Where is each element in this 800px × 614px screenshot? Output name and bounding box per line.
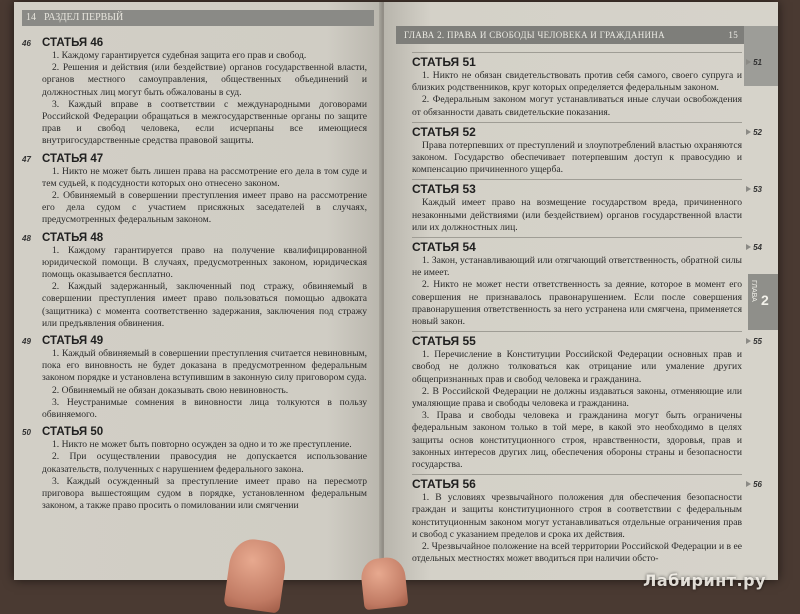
section-title: РАЗДЕЛ ПЕРВЫЙ: [44, 12, 124, 23]
margin-note: 46: [22, 39, 31, 48]
article-paragraph: 2. Каждый задержанный, заключенный под стражу, обвиняемый в совершении преступления имеет право пользоваться помощью адвоката (защитника) с момента соответственно задержания, заключения под стражу или предъявления обвинения.: [42, 281, 367, 329]
article-title-text: СТАТЬЯ 56: [412, 477, 476, 492]
arrow-icon: [746, 481, 751, 487]
article-title: [412, 179, 762, 197]
margin-note-number: 52: [753, 127, 762, 137]
margin-note: [746, 55, 762, 71]
article-paragraph: 1. Каждый обвиняемый в совершении преступления считается невиновным, пока его виновность не будет доказана в предусмотренном федеральным законом порядке и установлена вступившим в законную силу приговором суда.: [42, 348, 367, 384]
margin-note-number: 51: [753, 58, 762, 67]
arrow-icon: [746, 338, 751, 344]
left-text-column: [22, 36, 367, 517]
article-title: [22, 334, 367, 348]
article-paragraph: Каждый имеет право на возмещение государством вреда, причиненного незаконными действиями (или бездействием) органов государственной власти или их должностных лиц.: [412, 197, 742, 233]
arrow-icon: [746, 59, 751, 65]
article-title-text: СТАТЬЯ 52: [412, 124, 476, 139]
article-paragraph: 3. Каждый вправе в соответствии с международными договорами Российской Федерации обращаться в межгосударственные органы по защите прав и свобод человека, если исчерпаны все имеющиеся внутригосударственные средства правовой защиты.: [42, 98, 367, 147]
thumb-right: [360, 556, 409, 610]
article-title: [412, 474, 762, 492]
margin-note: 48: [22, 233, 31, 243]
article-paragraph: 3. Права и свободы человека и гражданина могут быть ограничены федеральным законом только в той мере, в какой это необходимо в целях защиты основ конституционного строя, нравственности, здоровья, прав и законных интересов других лиц, обеспечения обороны страны и безопасности государства.: [412, 410, 742, 471]
article-title: [22, 425, 367, 439]
margin-note-number: 54: [753, 243, 762, 253]
article-title: [22, 36, 367, 50]
article: [22, 231, 367, 330]
article-paragraph: 1. Перечисление в Конституции Российской Федерации основных прав и свобод не должно толковаться как отрицание или умаление других общепризнанных прав и свобод человека и гражданина.: [412, 349, 742, 385]
article: [412, 474, 762, 565]
watermark: Лабиринт.ру: [643, 571, 766, 590]
article-paragraph: Права потерпевших от преступлений и злоупотреблений властью охраняются законом. Государство обеспечивает потерпевшим доступ к правосудию и компенсацию причиненного ущерба.: [412, 139, 742, 176]
article-title: [22, 152, 367, 166]
article: [412, 122, 762, 177]
margin-note: [746, 240, 762, 256]
article-title: [22, 231, 367, 245]
chapter-title: ГЛАВА 2. ПРАВА И СВОБОДЫ ЧЕЛОВЕКА И ГРАЖДАНИНА: [404, 30, 665, 40]
left-page-header: [22, 10, 374, 26]
article: [412, 52, 762, 119]
margin-note: [746, 477, 762, 493]
article-title-text: СТАТЬЯ 46: [42, 37, 104, 49]
article-paragraph: 3. Каждый осужденный за преступление имеет право на пересмотр приговора вышестоящим судом в порядке, установленном федеральным законом, а также право просить о помиловании или смягчении: [42, 475, 367, 512]
article-title-text: СТАТЬЯ 54: [412, 240, 476, 255]
margin-note-number: 56: [753, 480, 762, 490]
right-page: [384, 2, 778, 580]
margin-note: [746, 182, 762, 198]
arrow-icon: [746, 186, 751, 192]
margin-note-number: 55: [753, 337, 762, 347]
article-paragraph: 1. Никто не может быть лишен права на рассмотрение его дела в том суде и тем судьей, к подсудности которых оно отнесено законом.: [42, 165, 367, 189]
margin-note: 50: [22, 428, 31, 438]
article-paragraph: 1. Каждому гарантируется право на получение квалифицированной юридической помощи. В случаях, предусмотренных законом, юридическая помощь оказывается бесплатно.: [42, 244, 367, 281]
article: [22, 334, 367, 421]
article-paragraph: 2. Чрезвычайное положение на всей территории Российской Федерации и в ее отдельных местностях может вводиться при наличии обсто-: [412, 541, 742, 565]
article-title: [412, 122, 762, 140]
article: [22, 152, 367, 227]
margin-note: [746, 334, 762, 350]
article: [412, 179, 762, 234]
chapter-tab-number: 2: [761, 292, 769, 308]
arrow-icon: [746, 244, 751, 250]
article-paragraph: 1. Каждому гарантируется судебная защита его прав и свобод.: [52, 50, 307, 61]
article-title-text: СТАТЬЯ 51: [412, 55, 476, 69]
margin-note: [746, 125, 762, 141]
article-paragraph: 2. Обвиняемый не обязан доказывать свою невиновность.: [52, 384, 289, 396]
chapter-tab-label: ГЛАВА: [750, 280, 757, 302]
article-paragraph: 1. Закон, устанавливающий или отягчающий ответственность, обратной силы не имеет.: [412, 255, 742, 279]
article-paragraph: 1. Никто не обязан свидетельствовать против себя самого, своего супруга и близких родственников, круг которых определяется федеральным законом.: [412, 70, 742, 94]
article-title-text: СТАТЬЯ 53: [412, 182, 476, 197]
article-title: [412, 237, 762, 255]
open-book: [14, 2, 778, 580]
article-title-text: СТАТЬЯ 49: [42, 335, 104, 348]
article-paragraph: 2. В Российской Федерации не должны издаваться законы, отменяющие или умаляющие права и свободы человека и гражданина.: [412, 385, 742, 410]
right-page-header: [396, 26, 778, 44]
article-paragraph: 2. При осуществлении правосудия не допускается использование доказательств, полученных с нарушением федерального закона.: [42, 451, 367, 475]
article: [22, 36, 367, 148]
article-title-text: СТАТЬЯ 55: [412, 334, 476, 349]
article-title-text: СТАТЬЯ 48: [42, 231, 104, 244]
article-paragraph: 2. Федеральным законом могут устанавливаться иные случаи освобождения от обязанности давать свидетельские показания.: [412, 94, 742, 118]
article-paragraph: 1. Никто не может быть повторно осужден за одно и то же преступление.: [52, 439, 352, 451]
article: [22, 425, 367, 512]
page-number: 14: [26, 12, 36, 23]
page-number: 15: [728, 30, 738, 40]
chapter-tab: [748, 274, 778, 330]
left-page: [14, 2, 382, 580]
article-title-text: СТАТЬЯ 47: [42, 152, 104, 165]
article-paragraph: 2. Никто не может нести ответственность за деяние, которое в момент его совершения не признавалось правонарушением. Если после совершения правонарушения ответственность за него устранена или смягчена, применяется новый закон.: [412, 279, 742, 328]
article-paragraph: 3. Неустранимые сомнения в виновности лица толкуются в пользу обвиняемого.: [42, 396, 367, 421]
arrow-icon: [746, 129, 751, 135]
article-title-text: СТАТЬЯ 50: [42, 426, 104, 439]
article-title: [412, 52, 762, 70]
article-paragraph: 2. Обвиняемый в совершении преступления имеет право на рассмотрение его дела судом с участием присяжных заседателей в случаях, предусмотренных федеральным законом.: [42, 190, 367, 226]
margin-note: 49: [22, 337, 31, 347]
article-paragraph: 1. В условиях чрезвычайного положения для обеспечения безопасности граждан и защиты конституционного строя в соответствии с федеральным конституционным законом могут устанавливаться отдельные ограничения прав и свобод с указанием пределов и срока их действия.: [412, 492, 742, 540]
article-title: [412, 331, 762, 349]
article: [412, 331, 762, 471]
article-paragraph: 2. Решения и действия (или бездействие) органов государственной власти, органов местного самоуправления, общественных объединений и должностных лиц могут быть обжалованы в суд.: [42, 62, 367, 98]
margin-note-number: 53: [753, 185, 762, 195]
margin-note: 47: [22, 154, 31, 164]
